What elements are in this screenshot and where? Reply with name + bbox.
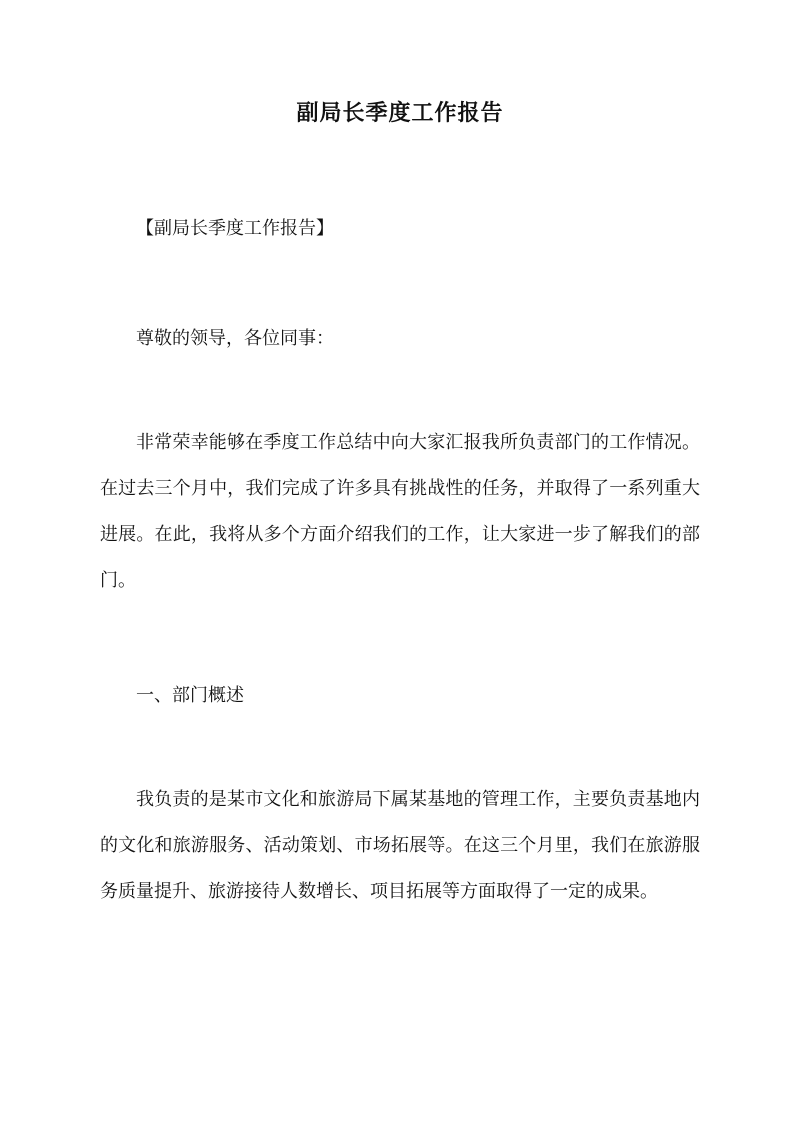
page-title: 副局长季度工作报告 (296, 100, 504, 126)
intro-paragraph: 非常荣幸能够在季度工作总结中向大家汇报我所负责部门的工作情况。在过去三个月中，我们完成了许多具有挑战性的任务，并取得了一系列重大进展。在此，我将从多个方面介绍我们的工作，让大家进一步了解我们的部门。 (100, 432, 700, 591)
section-1-heading: 一、部门概述 (136, 685, 244, 706)
greeting: 尊敬的领导，各位同事： (136, 328, 334, 349)
section-1-paragraph: 我负责的是某市文化和旅游局下属某基地的管理工作，主要负责基地内的文化和旅游服务、活动策划、市场拓展等。在这三个月里，我们在旅游服务质量提升、旅游接待人数增长、项目拓展等方面取得了一定的成果。 (100, 789, 700, 902)
subtitle: 【副局长季度工作报告】 (136, 218, 334, 239)
